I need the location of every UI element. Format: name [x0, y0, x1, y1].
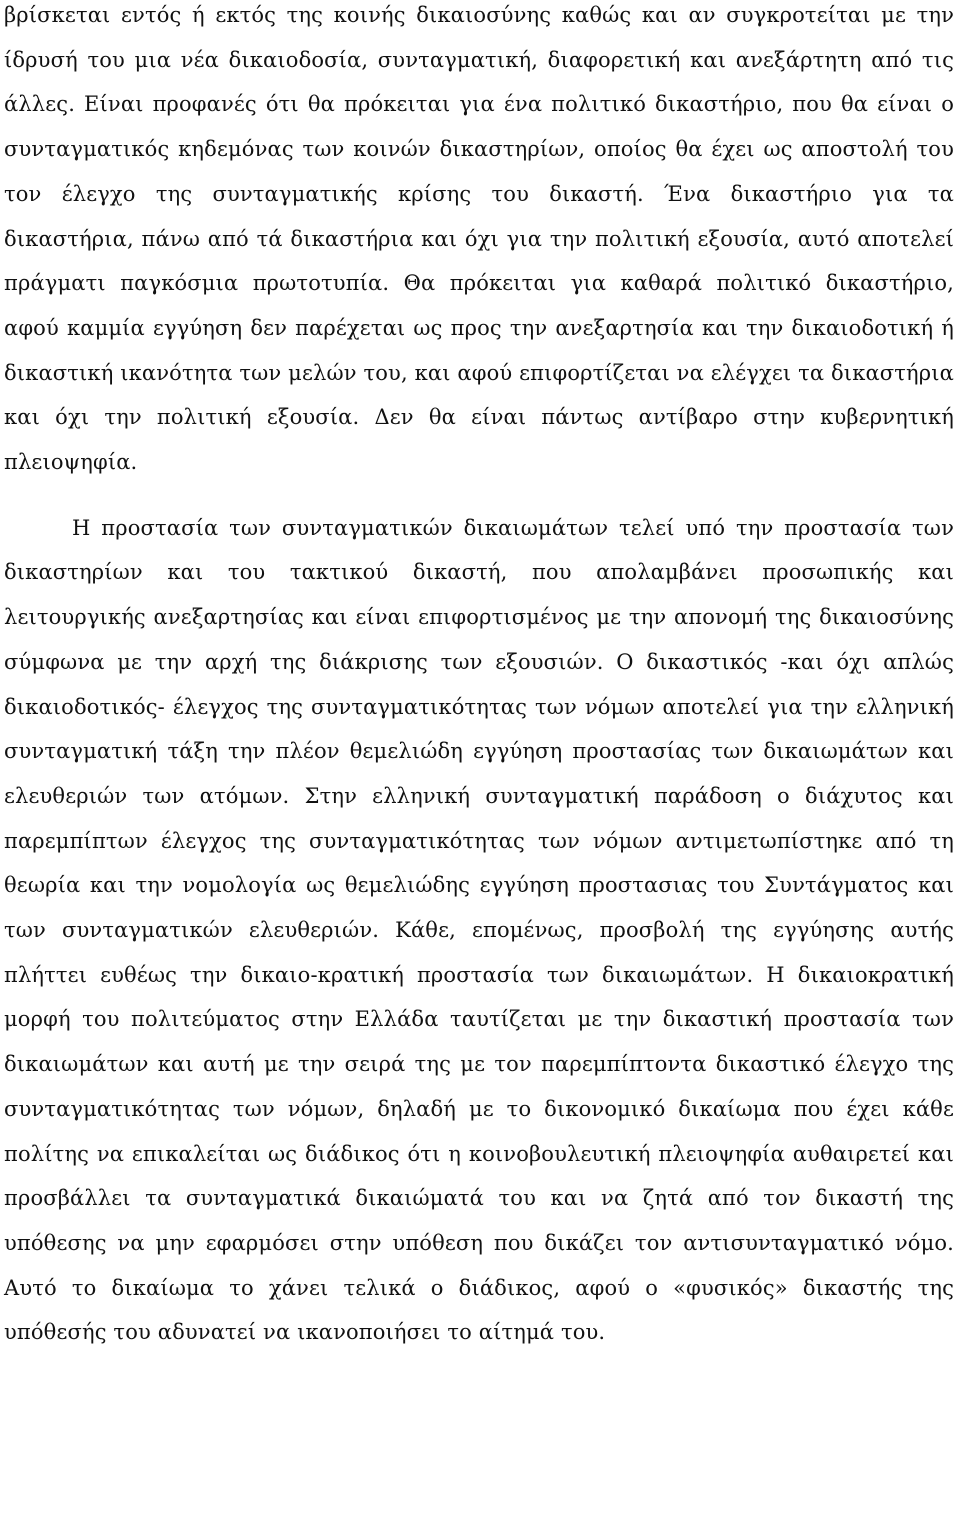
paragraph-constitutional-court: βρίσκεται εντός ή εκτός της κοινής δικαιοσύνης καθώς και αν συγκροτείται με την ίδρυσή του μια νέα δικαιοδοσία, συνταγματική, διαφορετική και ανεξάρτητη από τις άλλες. Είναι προφανές ότι θα πρόκειται για ένα πολιτικό δικαστήριο, που θα είναι ο συνταγματικός κηδεμόνας των κοινών δικαστηρίων, οποίος θα έχει ως αποστολή του τον έλεγχο της συνταγματικής κρίσης του δικαστή. Ένα δικαστήριο για τα δικαστήρια, πάνω από τά δικαστήρια και όχι για την πολιτική εξουσία, αυτό αποτελεί πράγματι παγκόσμια πρωτοτυπία. Θα πρόκειται για καθαρά πολιτικό δικαστήριο, αφού καμμία εγγύηση δεν παρέχεται ως προς την ανεξαρτησία και την δικαιοδοτική ή δικαστική ικανότητα των μελών του, και αφού επιφορτίζεται να ελέγχει τα δικαστήρια και όχι την πολιτική εξουσία. Δεν θα είναι πάντως αντίβαρο στην κυβερνητική πλειοψηφία.: [4, 3, 954, 475]
paragraph-rights-protection: Η προστασία των συνταγματικών δικαιωμάτων τελεί υπό την προστασία των δικαστηρίων και του τακτικού δικαστή, που απολαμβάνει προσωπικής και λειτουργικής ανεξαρτησίας και είναι επιφορτισμένος με την απονομή της δικαιοσύνης σύμφωνα με την αρχή της διάκρισης των εξουσιών. Ο δικαστικός -και όχι απλώς δικαιοδοτικός- έλεγχος της συνταγματικότητας των νόμων αποτελεί για την ελληνική συνταγματική τάξη την πλέον θεμελιώδη εγγύηση προστασίας των δικαιωμάτων και ελευθεριών των ατόμων. Στην ελληνική συνταγματική παράδοση ο διάχυτος και παρεμπίπτων έλεγχος της συνταγματικότητας των νόμων αντιμετωπίστηκε από τη θεωρία και την νομολογία ως θεμελιώδης εγγύηση προστασιας του Συντάγματος και των συνταγματικών ελευθεριών. Κάθε, επομένως, προσβολή της εγγύησης αυτής πλήττει ευθέως την δικαιο-κρατική προστασία των δικαιωμάτων. Η δικαιοκρατική μορφή του πολιτεύματος στην Ελλάδα ταυτίζεται με την δικαστική προστασία των δικαιωμάτων και αυτή με την σειρά της με τον παρεμπίπτοντα δικαστικό έλεγχο της συνταγματικότητας των νόμων, δηλαδή με το δικονομικό δικαίωμα που έχει κάθε πολίτης να επικαλείται ως διάδικος ότι η κοινοβουλευτική πλειοψηφία αυθαιρετεί και προσβάλλει τα συνταγματικά δικαιώματά του και να ζητά από τον δικαστή της υπόθεσης να μην εφαρμόσει στην υπόθεση που δικάζει τον αντισυνταγματικό νόμο. Αυτό το δικαίωμα το χάνει τελικά ο διάδικος, αφού ο «φυσικός» δικαστής της υπόθεσής του αδυνατεί να ικανοποιήσει το αίτημά του.: [4, 515, 954, 1345]
